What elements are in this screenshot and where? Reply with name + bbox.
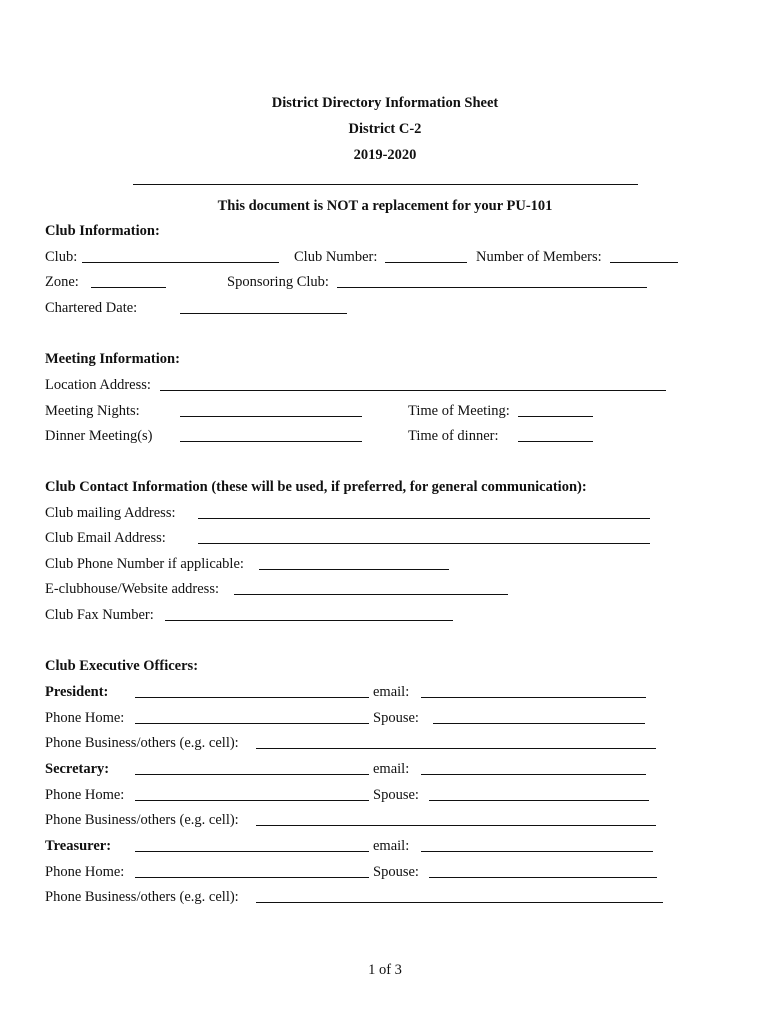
dinner-meetings-label: Dinner Meeting(s) — [45, 428, 153, 444]
time-of-dinner-label: Time of dinner: — [408, 428, 499, 444]
meeting-nights-field[interactable] — [180, 416, 362, 417]
president-phone-home-field[interactable] — [135, 723, 369, 724]
mailing-address-field[interactable] — [198, 518, 650, 519]
zone-label: Zone: — [45, 274, 79, 290]
dinner-meetings-field[interactable] — [180, 441, 362, 442]
officers-heading: Club Executive Officers: — [45, 658, 199, 674]
treasurer-spouse-field[interactable] — [429, 877, 657, 878]
president-label: President: — [45, 684, 109, 700]
website-field[interactable] — [234, 594, 508, 595]
president-phone-business-field[interactable] — [256, 748, 656, 749]
secretary-phone-business-label: Phone Business/others (e.g. cell): — [45, 812, 239, 828]
page-number: 1 of 3 — [368, 962, 402, 978]
treasurer-phone-business-label: Phone Business/others (e.g. cell): — [45, 889, 239, 905]
club-label: Club: — [45, 249, 78, 265]
treasurer-label: Treasurer: — [45, 838, 112, 854]
members-field[interactable] — [610, 262, 678, 263]
meeting-nights-label: Meeting Nights: — [45, 403, 140, 419]
president-email-label: email: — [373, 684, 410, 700]
notice-text: This document is NOT a replacement for your PU-101 — [217, 198, 553, 214]
president-email-field[interactable] — [421, 697, 646, 698]
club-phone-field[interactable] — [259, 569, 449, 570]
treasurer-phone-home-field[interactable] — [135, 877, 369, 878]
secretary-spouse-label: Spouse: — [373, 787, 419, 803]
time-of-meeting-field[interactable] — [518, 416, 593, 417]
time-of-dinner-field[interactable] — [518, 441, 593, 442]
treasurer-phone-home-label: Phone Home: — [45, 864, 125, 880]
mailing-address-label: Club mailing Address: — [45, 505, 176, 521]
district-name: District C-2 — [348, 121, 422, 137]
sponsoring-club-field[interactable] — [337, 287, 647, 288]
president-spouse-field[interactable] — [433, 723, 645, 724]
club-phone-label: Club Phone Number if applicable: — [45, 556, 244, 572]
fax-field[interactable] — [165, 620, 453, 621]
secretary-spouse-field[interactable] — [429, 800, 649, 801]
website-label: E-clubhouse/Website address: — [45, 581, 219, 597]
treasurer-spouse-label: Spouse: — [373, 864, 419, 880]
secretary-phone-business-field[interactable] — [256, 825, 656, 826]
chartered-date-label: Chartered Date: — [45, 300, 138, 316]
year-range: 2019-2020 — [353, 147, 417, 163]
club-number-label: Club Number: — [294, 249, 378, 265]
club-email-field[interactable] — [198, 543, 650, 544]
zone-field[interactable] — [91, 287, 166, 288]
sponsoring-club-label: Sponsoring Club: — [227, 274, 329, 290]
secretary-label: Secretary: — [45, 761, 110, 777]
treasurer-name-field[interactable] — [135, 851, 369, 852]
president-phone-business-label: Phone Business/others (e.g. cell): — [45, 735, 239, 751]
secretary-name-field[interactable] — [135, 774, 369, 775]
president-phone-home-label: Phone Home: — [45, 710, 125, 726]
treasurer-email-field[interactable] — [421, 851, 653, 852]
club-email-label: Club Email Address: — [45, 530, 166, 546]
secretary-email-label: email: — [373, 761, 410, 777]
president-spouse-label: Spouse: — [373, 710, 419, 726]
contact-info-heading: Club Contact Information (these will be used, if preferred, for general communication): — [45, 479, 587, 495]
treasurer-phone-business-field[interactable] — [256, 902, 663, 903]
president-name-field[interactable] — [135, 697, 369, 698]
document-title: District Directory Information Sheet — [271, 95, 499, 111]
meeting-info-heading: Meeting Information: — [45, 351, 180, 367]
treasurer-email-label: email: — [373, 838, 410, 854]
club-number-field[interactable] — [385, 262, 467, 263]
chartered-date-field[interactable] — [180, 313, 347, 314]
location-address-field[interactable] — [160, 390, 666, 391]
secretary-phone-home-field[interactable] — [135, 800, 369, 801]
club-info-heading: Club Information: — [45, 223, 160, 239]
secretary-phone-home-label: Phone Home: — [45, 787, 125, 803]
time-of-meeting-label: Time of Meeting: — [408, 403, 510, 419]
club-field[interactable] — [82, 262, 279, 263]
secretary-email-field[interactable] — [421, 774, 646, 775]
header-divider — [133, 184, 638, 185]
members-label: Number of Members: — [476, 249, 602, 265]
fax-label: Club Fax Number: — [45, 607, 154, 623]
location-address-label: Location Address: — [45, 377, 151, 393]
